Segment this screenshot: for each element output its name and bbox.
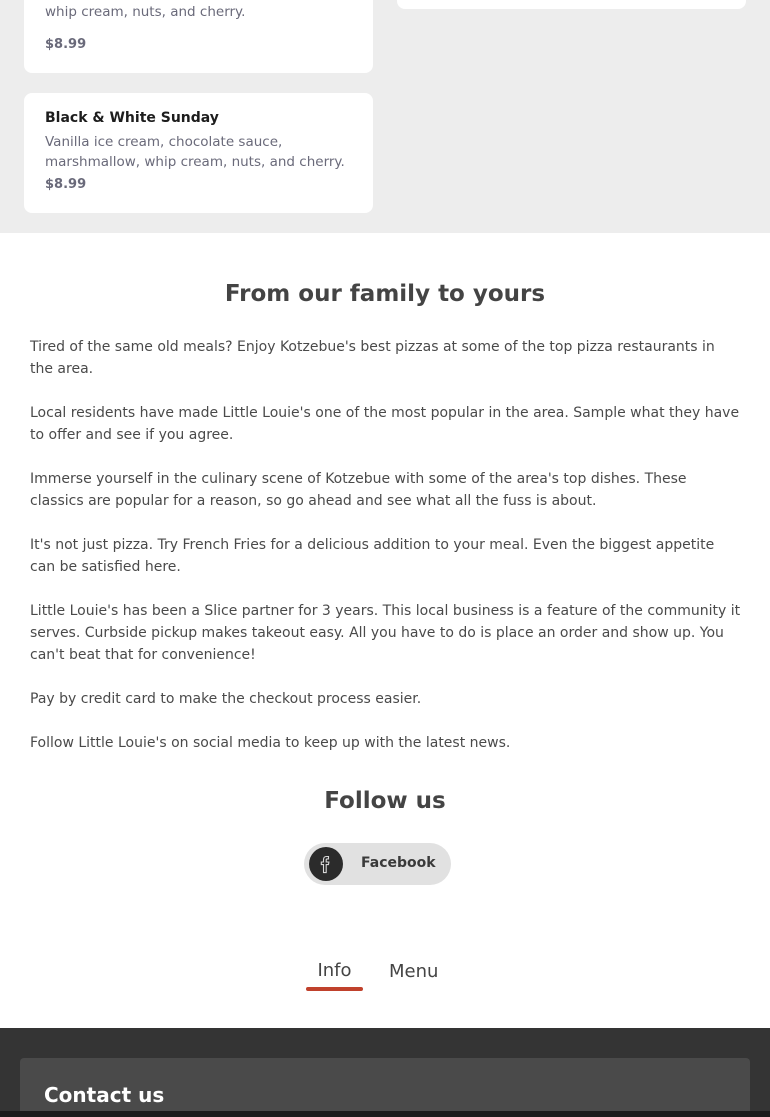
menu-items-section [0,0,770,233]
facebook-button[interactable] [304,843,451,885]
active-tab-indicator [306,987,363,991]
about-paragraph: It's not just pizza. Try French Fries for a delicious addition to your meal. Even the biggest appetite can be satisfied here. [30,537,715,575]
menu-item-price: $8.99 [45,37,87,52]
menu-item-card[interactable] [24,93,373,213]
menu-item-card[interactable] [24,0,373,73]
bottom-bar [0,1111,770,1117]
about-paragraph: Pay by credit card to make the checkout process easier. [30,691,422,707]
menu-item-price: $8.99 [45,177,87,192]
follow-us-title: Follow us [324,788,446,814]
about-paragraph: Immerse yourself in the culinary scene of Kotzebue with some of the area's top dishes. These classics are popular for a reason, so go ahead and see what all the fuss is about. [30,471,687,509]
menu-item-description: Vanilla ice cream, chocolate sauce, marshmallow, whip cream, nuts, and cherry. [45,134,345,170]
menu-item-description: whip cream, nuts, and cherry. [45,4,246,20]
footer [0,1028,770,1117]
about-paragraph: Follow Little Louie's on social media to keep up with the latest news. [30,735,511,751]
contact-card [20,1058,750,1117]
about-title: From our family to yours [224,281,546,307]
tab-menu[interactable]: Menu [389,961,439,982]
about-paragraph: Little Louie's has been a Slice partner for 3 years. This local business is a feature of the community it serves. Curbside pickup makes takeout easy. All you have to do is place an order and show up. You can't beat that for convenience! [30,603,741,663]
facebook-label: Facebook [361,855,436,871]
tab-info[interactable]: Info [317,960,352,981]
menu-item-name: Black & White Sunday [45,110,219,126]
menu-item-card[interactable] [397,0,746,9]
about-paragraph: Local residents have made Little Louie's one of the most popular in the area. Sample what they have to offer and see if you agree. [30,405,740,443]
about-paragraph: Tired of the same old meals? Enjoy Kotzebue's best pizzas at some of the top pizza restaurants in the area. [30,339,715,377]
contact-us-title: Contact us [44,1083,165,1107]
facebook-icon [309,847,343,881]
